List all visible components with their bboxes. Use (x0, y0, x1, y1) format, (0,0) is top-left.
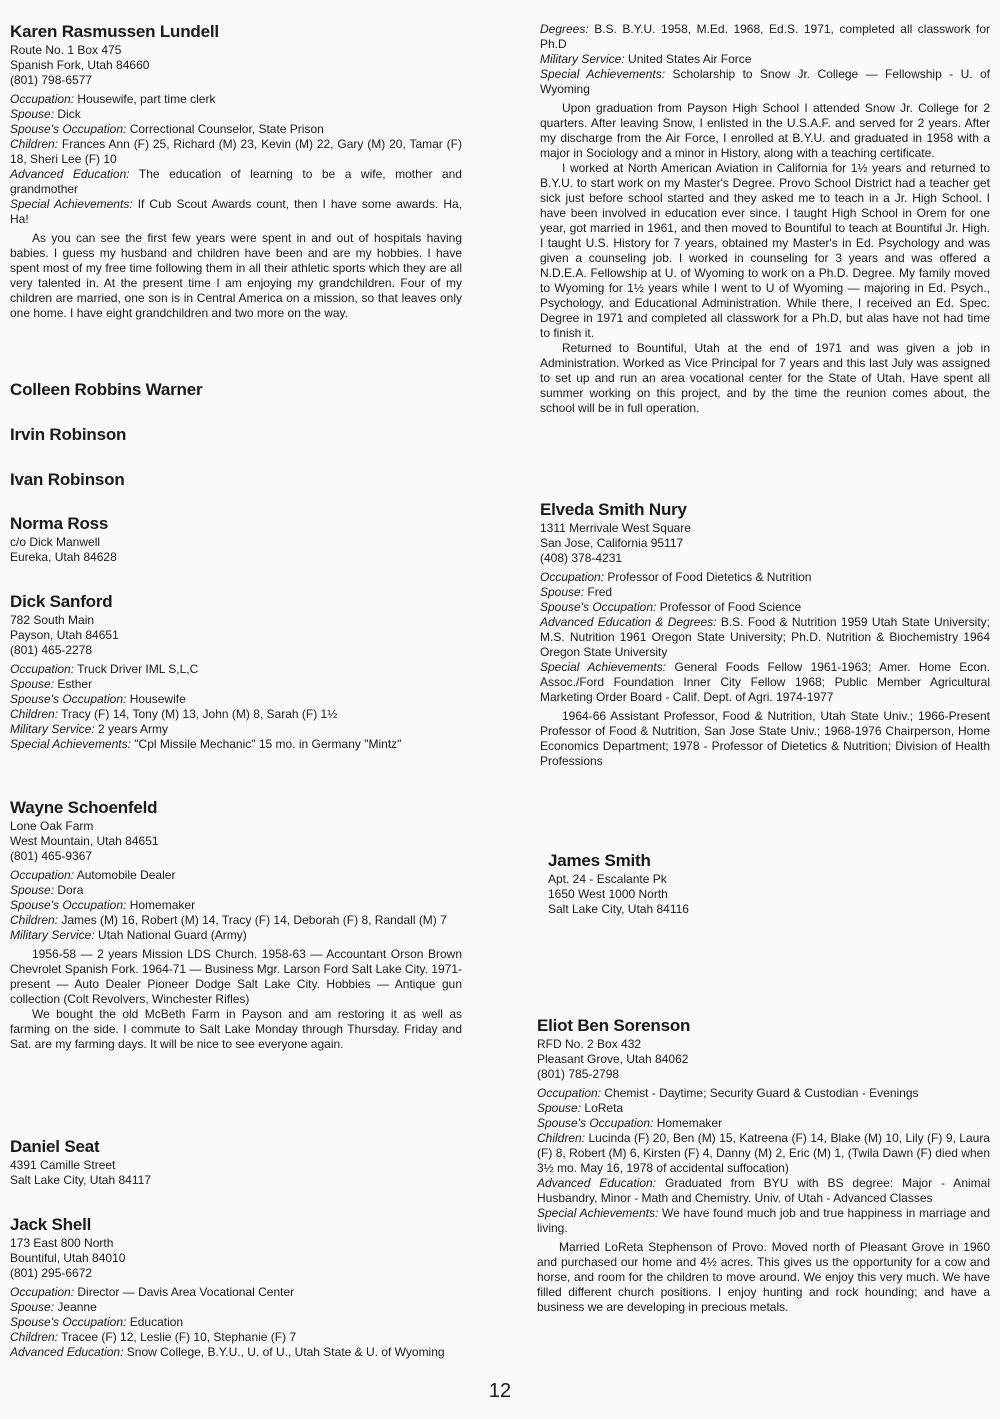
address-line: Pleasant Grove, Utah 84062 (537, 1052, 689, 1066)
field-advanced-education (540, 615, 990, 660)
field-value: "Cpl Missile Mechanic" 15 mo. in Germany "Mintz" (134, 737, 402, 751)
field-label: Advanced Education: (10, 1345, 124, 1359)
address-line: San Jose, California 95117 (540, 536, 684, 550)
entry-shell-continued (540, 22, 990, 416)
field-value: Housewife (129, 692, 186, 706)
field-value: United States Air Force (628, 52, 752, 66)
address-line: (801) 295-6672 (10, 1266, 93, 1280)
address-line: Salt Lake City, Utah 84116 (548, 902, 689, 916)
field-special-achievements (540, 67, 990, 97)
address-line: 782 South Main (10, 613, 95, 627)
field-label: Occupation: (537, 1086, 602, 1100)
bio-paragraph: Upon graduation from Payson High School I attended Snow Jr. College for 2 quarters. After leaving Snow, I enlisted in the U.S.A.F. and served for 2 years. After my discharge from the Air Force, I enrolled at B.Y.U. and graduated in 1958 with a major in Sociology and a minor in History, along with a teaching certificate. (540, 101, 990, 160)
address-line: Apt. 24 - Escalante Pk (548, 872, 667, 886)
entry-name: Jack Shell (10, 1215, 92, 1234)
address-line: (801) 465-2278 (10, 643, 93, 657)
bio-paragraph: 1956-58 — 2 years Mission LDS Church. 1958-63 — Accountant Orson Brown Chevrolet Spanish Fork. 1964-71 — Business Mgr. Larson Ford Salt Lake City. 1971-present — Auto Dealer Pioneer Dodge Salt Lake City. Hobbies — Antique gun collection (Colt Revolvers, Winchester Rifles) (10, 947, 462, 1006)
field-military-service (10, 722, 462, 737)
field-value: Dick (57, 107, 81, 121)
field-label: Children: (10, 707, 59, 721)
field-value: Lucinda (F) 20, Ben (M) 15, Katreena (F) 14, Blake (M) 10, Lily (F) 9, Laura (F) 8, Robert (M) 6, Kirsten (F) 4, Danny (M) 2, Eric (M) 1, (Twila Dawn (F) died when 3½ mo. May 16, 1978 of accidental suffocation) (537, 1131, 990, 1175)
entry-name: Norma Ross (10, 514, 109, 533)
field-label: Spouse: (10, 883, 55, 897)
address-line: Payson, Utah 84651 (10, 628, 119, 642)
field-advanced-education (10, 1345, 462, 1360)
entry-nury (540, 500, 990, 769)
entry-name: Elveda Smith Nury (540, 500, 687, 519)
address-line: (408) 378-4231 (540, 551, 623, 565)
field-label: Special Achievements: (537, 1206, 659, 1220)
field-value: We have found much job and true happiness in marriage and living. (537, 1206, 990, 1235)
entry-seat (10, 1137, 462, 1188)
field-label: Spouse: (540, 585, 585, 599)
field-spouse (10, 883, 462, 898)
field-occupation (537, 1086, 990, 1101)
field-children (10, 137, 462, 167)
field-value: B.S. B.Y.U. 1958, M.Ed. 1968, Ed.S. 1971, completed all classwork for Ph.D (540, 22, 990, 51)
field-label: Military Service: (540, 52, 625, 66)
bio-paragraph: I worked at North American Aviation in California for 1½ years and returned to B.Y.U. to start work on my Master's Degree. Provo School District had a teacher get sick just before school started and they asked me to teach in a Jr. High School. I have been involved in education ever since. I taught High School in Orem for one year, got married in 1961, and then moved to Bountiful to teach at Bountiful Jr. High. I taught U.S. History for 7 years, obtained my Master's in Ed. Psychology and was given a counseling job. I worked in counseling for 3 years and was offered a N.D.E.A. Fellowship at U. of Wyoming to work on a Ph.D. Degree. My family moved to Wyoming for 1½ years while I went to U of Wyoming — majoring in Ed. Psych., Psychology, and Educational Administration. While there, I received an Ed. Spec. Degree in 1971 and completed all classwork for a Ph.D, but alas have not had time to finish it. (540, 161, 990, 340)
entry-name: Karen Rasmussen Lundell (10, 22, 219, 41)
field-value: Tracy (F) 14, Tony (M) 13, John (M) 8, Sarah (F) 1½ (61, 707, 338, 721)
field-label: Children: (10, 913, 59, 927)
entry-name: Wayne Schoenfeld (10, 798, 158, 817)
address-line: Spanish Fork, Utah 84660 (10, 58, 150, 72)
address-line: (801) 785-2798 (537, 1067, 620, 1081)
entry-ivan-robinson (10, 470, 462, 491)
field-value: James (M) 16, Robert (M) 14, Tracy (F) 14, Deborah (F) 8, Randall (M) 7 (61, 913, 447, 927)
entry-schoenfeld (10, 798, 462, 1052)
field-label: Advanced Education: (10, 167, 130, 181)
field-label: Spouse's Occupation: (10, 122, 127, 136)
field-advanced-education (10, 167, 462, 197)
field-label: Special Achievements: (10, 737, 131, 751)
field-spouse (10, 107, 462, 122)
field-spouse (540, 585, 990, 600)
address-line: Salt Lake City, Utah 84117 (10, 1173, 151, 1187)
field-special-achievements (10, 737, 462, 752)
field-label: Spouse: (537, 1101, 582, 1115)
field-value: B.S. Food & Nutrition 1959 Utah State University; M.S. Nutrition 1961 Oregon State University; Ph.D. Nutrition & Biochemistry 1964 Oregon State University (540, 615, 990, 659)
field-spouse-occupation (537, 1116, 990, 1131)
field-children (10, 913, 462, 928)
entry-address (10, 43, 462, 88)
field-label: Special Achievements: (10, 197, 133, 211)
address-line: 4391 Camille Street (10, 1158, 116, 1172)
field-label: Occupation: (540, 570, 605, 584)
field-label: Special Achievements: (540, 660, 667, 674)
field-label: Spouse: (10, 1300, 55, 1314)
field-value: Esther (57, 677, 93, 691)
address-line: c/o Dick Manwell (10, 535, 101, 549)
field-value: Homemaker (656, 1116, 723, 1130)
bio-paragraph: 1964-66 Assistant Professor, Food & Nutrition, Utah State Univ.; 1966-Present Professor of Food & Nutrition, San Jose State Univ.; 1968-1976 Chairperson, Home Economics Department; 1978 - Professor of Dietetics & Nutrition; Division of Health Professions (540, 709, 990, 768)
entry-name: Ivan Robinson (10, 470, 125, 489)
field-spouse-occupation (10, 692, 462, 707)
field-label: Children: (537, 1131, 586, 1145)
field-value: Chemist - Daytime; Security Guard & Custodian - Evenings (604, 1086, 919, 1100)
field-label: Advanced Education & Degrees: (540, 615, 717, 629)
field-label: Spouse's Occupation: (10, 1315, 127, 1329)
field-occupation (540, 570, 990, 585)
field-occupation (10, 662, 462, 677)
field-degrees (540, 22, 990, 52)
field-occupation (10, 868, 462, 883)
field-label: Children: (10, 1330, 59, 1344)
field-label: Occupation: (10, 868, 75, 882)
entry-sorenson (537, 1016, 990, 1315)
field-value: LoReta (584, 1101, 624, 1115)
entry-name: Irvin Robinson (10, 425, 127, 444)
bio-paragraph: As you can see the first few years were spent in and out of hospitals having babies. I guess my husband and children have been and are my hobbies. I have spent most of my free time following them in all their athletic sports which they are all very talented in. At the present time I am enjoying my grandchildren. Four of my children are married, one son is in Central America on a mission, so that leaves only one home. I have eight grandchildren and two more on the way. (10, 231, 462, 320)
field-value: Scholarship to Snow Jr. College — Fellowship - U. of Wyoming (540, 67, 990, 96)
field-value: Automobile Dealer (76, 868, 176, 882)
bio-paragraph: Returned to Bountiful, Utah at the end of 1971 and was given a job in Administration. Worked as Vice Principal for 7 years and this last July was assigned to set up and run an area vocational center for the State of Utah. Have spent all summer working on this project, and by the time the reunion comes about, the school will be in full operation. (540, 341, 990, 415)
entry-warner (10, 380, 462, 401)
field-label: Military Service: (10, 722, 95, 736)
field-spouse (10, 677, 462, 692)
address-line: (801) 465-9367 (10, 849, 93, 863)
field-military-service (540, 52, 990, 67)
field-value: Truck Driver IML S,L,C (77, 662, 199, 676)
field-value: Graduated from BYU with BS degree: Major - Animal Husbandry, Minor - Math and Chemistry. Univ. of Utah - Advanced Classes (537, 1176, 990, 1205)
field-label: Spouse's Occupation: (10, 692, 127, 706)
field-label: Children: (10, 137, 59, 151)
field-value: Frances Ann (F) 25, Richard (M) 23, Kevin (M) 22, Gary (M) 20, Tamar (F) 18, Sheri Lee (F) 10 (10, 137, 462, 166)
address-line: RFD No. 2 Box 432 (537, 1037, 642, 1051)
address-line: (801) 798-6577 (10, 73, 93, 87)
address-line: Lone Oak Farm (10, 819, 94, 833)
entry-shell (10, 1215, 462, 1360)
entry-name: Eliot Ben Sorenson (537, 1016, 691, 1035)
field-value: Snow College, B.Y.U., U. of U., Utah State & U. of Wyoming (126, 1345, 445, 1359)
field-label: Spouse: (10, 107, 55, 121)
field-spouse-occupation (10, 898, 462, 913)
field-value: Fred (587, 585, 613, 599)
bio-paragraph: We bought the old McBeth Farm in Payson and am restoring it as well as farming on the side. I commute to Salt Lake Monday through Thursday. Friday and Sat. are my farming days. It will be nice to see everyone again. (10, 1007, 462, 1051)
address-line: Eureka, Utah 84628 (10, 550, 117, 564)
field-label: Spouse's Occupation: (10, 898, 127, 912)
field-special-achievements (10, 197, 462, 227)
field-spouse-occupation (10, 122, 462, 137)
address-line: Bountiful, Utah 84010 (10, 1251, 126, 1265)
field-occupation (10, 92, 462, 107)
field-special-achievements (537, 1206, 990, 1236)
field-value: Utah National Guard (Army) (98, 928, 247, 942)
entry-lundell (10, 22, 462, 321)
page-number: 12 (488, 1380, 512, 1402)
field-children (10, 1330, 462, 1345)
field-military-service (10, 928, 462, 943)
field-advanced-education (537, 1176, 990, 1206)
field-value: Homemaker (129, 898, 196, 912)
field-children (537, 1131, 990, 1176)
field-spouse-occupation (540, 600, 990, 615)
field-label: Spouse's Occupation: (537, 1116, 654, 1130)
field-value: Education (129, 1315, 184, 1329)
field-occupation (10, 1285, 462, 1300)
field-spouse-occupation (10, 1315, 462, 1330)
entry-smith (548, 851, 990, 917)
entry-irvin-robinson (10, 425, 462, 446)
field-value: If Cub Scout Awards count, then I have some awards. Ha, Ha! (10, 197, 462, 226)
address-line: 1650 West 1000 North (548, 887, 668, 901)
field-value: 2 years Army (98, 722, 169, 736)
field-value: Professor of Food Science (659, 600, 802, 614)
address-line: 1311 Merrivale West Square (540, 521, 691, 535)
field-label: Spouse: (10, 677, 55, 691)
entry-name: Daniel Seat (10, 1137, 100, 1156)
field-label: Occupation: (10, 662, 75, 676)
address-line: West Mountain, Utah 84651 (10, 834, 159, 848)
address-line: Route No. 1 Box 475 (10, 43, 122, 57)
entry-sanford (10, 592, 462, 752)
field-label: Spouse's Occupation: (540, 600, 657, 614)
field-label: Special Achievements: (540, 67, 666, 81)
field-value: Housewife, part time clerk (77, 92, 216, 106)
field-value: Dora (57, 883, 84, 897)
field-value: Director — Davis Area Vocational Center (77, 1285, 295, 1299)
field-value: Tracee (F) 12, Leslie (F) 10, Stephanie (F) 7 (61, 1330, 297, 1344)
entry-ross (10, 514, 462, 565)
field-label: Occupation: (10, 92, 75, 106)
bio-paragraph: Married LoReta Stephenson of Provo. Moved north of Pleasant Grove in 1960 and purchased our home and 4½ acres. This gives us the opportunity for a cow and horse, and room for the children to move around. We enjoy this very much. We have filled different church positions. I enjoy hunting and rock hounding; and have a business we are developing in precious metals. (537, 1240, 990, 1314)
field-label: Military Service: (10, 928, 95, 942)
field-spouse (10, 1300, 462, 1315)
field-value: General Foods Fellow 1961-1963; Amer. Home Econ. Assoc./Ford Foundation Inner City Fellow 1968; Public Member Agricultural Marketing Order Board - Calif. Dept. of Agri. 1974-1977 (540, 660, 990, 704)
field-value: Professor of Food Dietetics & Nutrition (607, 570, 812, 584)
entry-name: Colleen Robbins Warner (10, 380, 203, 399)
field-label: Occupation: (10, 1285, 75, 1299)
entry-name: James Smith (548, 851, 651, 870)
field-label: Advanced Education: (537, 1176, 657, 1190)
entry-name: Dick Sanford (10, 592, 113, 611)
field-value: Correctional Counselor, State Prison (129, 122, 324, 136)
field-value: The education of learning to be a wife, mother and grandmother (10, 167, 462, 196)
field-value: Jeanne (57, 1300, 97, 1314)
field-spouse (537, 1101, 990, 1116)
address-line: 173 East 800 North (10, 1236, 114, 1250)
field-special-achievements (540, 660, 990, 705)
field-label: Degrees: (540, 22, 589, 36)
field-children (10, 707, 462, 722)
